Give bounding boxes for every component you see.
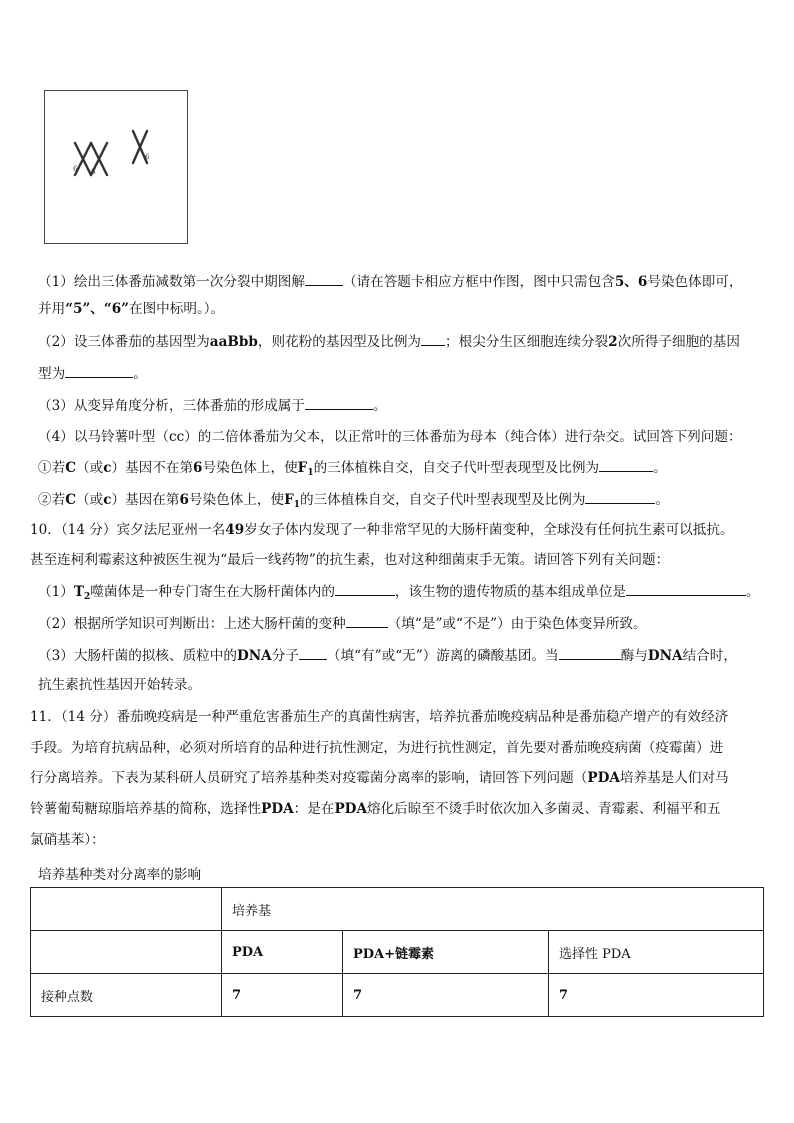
q9-part3: （3）从变异角度分析，三体番茄的形成属于 。 [38, 395, 387, 416]
q9-part2-line2: 型为 。 [38, 363, 147, 384]
table-caption: 培养基种类对分离率的影响 [38, 867, 202, 883]
q9-part1-line2: 并用“5”、“6”在图中标明。）。 [38, 301, 225, 317]
q9-part4-case1: ①若C（或c）基因不在第6号染色体上，使$F_1$的三体植株自交，自交子代叶型表现型及比例为 。 [38, 457, 667, 483]
blank[interactable] [65, 363, 133, 378]
chromosome-label-c: 6 [145, 153, 150, 161]
table-cell: 7 [549, 974, 764, 1017]
q10-part1: $(1)T_2$噬菌体是一种专门寄生在大肠杆菌体内的 ，该生物的遗传物质的基本组成单位是 。 [38, 581, 760, 607]
q10-part3-line1: （3）大肠杆菌的拟核、质粒中的DNA分子 （填“有”或“无”）游离的磷酸基团。当 酶与DNA结合时， [38, 645, 737, 666]
table-col-header: PDA [222, 931, 343, 974]
table-cell [31, 888, 222, 931]
blank[interactable] [626, 581, 746, 596]
table-col-header: 选择性 PDA [549, 931, 764, 974]
q10-line2: 甚至连柯利霉素这种被医生视为“最后一线药物”的抗生素，也对这种细菌束手无策。请回答下列有关问题： [30, 552, 670, 568]
blank[interactable] [335, 581, 395, 596]
q10-part3-line2: 抗生素抗性基因开始转录。 [38, 677, 202, 693]
blank[interactable] [346, 613, 388, 628]
blank[interactable] [559, 645, 621, 660]
q9-part4: （4）以马铃薯叶型（cc）的二倍体番茄为父本，以正常叶的三体番茄为母本（纯合体）进行杂交。试回答下列问题： [38, 429, 742, 445]
q10-head: 10．（14 分）宾夕法尼亚州一名49岁女子体内发现了一种非常罕见的大肠杆菌变种，全球没有任何抗生素可以抵抗。 [30, 522, 734, 538]
blank[interactable] [305, 395, 373, 410]
chromosome-drawing [45, 91, 186, 242]
table-cell: 7 [343, 974, 549, 1017]
q9-part4-case2: ②若C（或c）基因在第6号染色体上，使$F_1$的三体植株自交，自交子代叶型表现型及比例为 。 [38, 489, 669, 515]
q10-part2: （2）根据所学知识可判断出：上述大肠杆菌的变种 （填“是”或“不是”）由于染色体变异所致。 [38, 613, 647, 634]
table-row-label: 接种点数 [31, 974, 222, 1017]
q11-line3: 行分离培养。下表为某科研人员研究了培养基种类对疫霉菌分离率的影响，请回答下列问题（PDA培养基是人们对马 [30, 770, 729, 786]
q11-line2: 手段。为培育抗病品种，必须对所培育的品种进行抗性测定，为进行抗性测定，首先要对番茄晚疫病菌（疫霉菌）进 [30, 740, 724, 756]
chromosome-label-b: 6 [91, 168, 96, 176]
blank[interactable] [299, 645, 327, 660]
table-row [31, 974, 764, 1017]
q11-line4: 铃薯葡萄糖琼脂培养基的简称，选择性PDA：是在PDA熔化后晾至不烫手时依次加入多菌灵、青霉素、利福平和五 [30, 801, 721, 817]
q9-part2-line1: （2）设三体番茄的基因型为aaBbb，则花粉的基因型及比例为 ；根尖分生区细胞连续分裂2次所得子细胞的基因 [38, 331, 740, 352]
table-header-cell: 培养基 [222, 888, 764, 931]
table-cell: 7 [222, 974, 343, 1017]
table-cell [31, 931, 222, 974]
blank[interactable] [421, 331, 445, 346]
q11-line1: 11．（14 分）番茄晚疫病是一种严重危害番茄生产的真菌性病害，培养抗番茄晚疫病品种是番茄稳产增产的有效经济 [30, 709, 729, 725]
table-row [31, 888, 764, 931]
blank[interactable] [585, 489, 655, 504]
table-col-header: PDA+链霉素 [343, 931, 549, 974]
culture-table [30, 887, 764, 1017]
blank[interactable] [599, 457, 653, 472]
chromosome-label-a: 6 [73, 165, 78, 173]
table-row [31, 931, 764, 974]
q11-line5: 氯硝基苯）： [30, 832, 105, 848]
blank[interactable] [305, 271, 343, 286]
chromosome-figure [44, 90, 188, 244]
q9-part1-line1: （1）绘出三体番茄减数第一次分裂中期图解 （请在答题卡相应方框中作图，图中只需包含5、6号染色体即可， [38, 271, 742, 292]
